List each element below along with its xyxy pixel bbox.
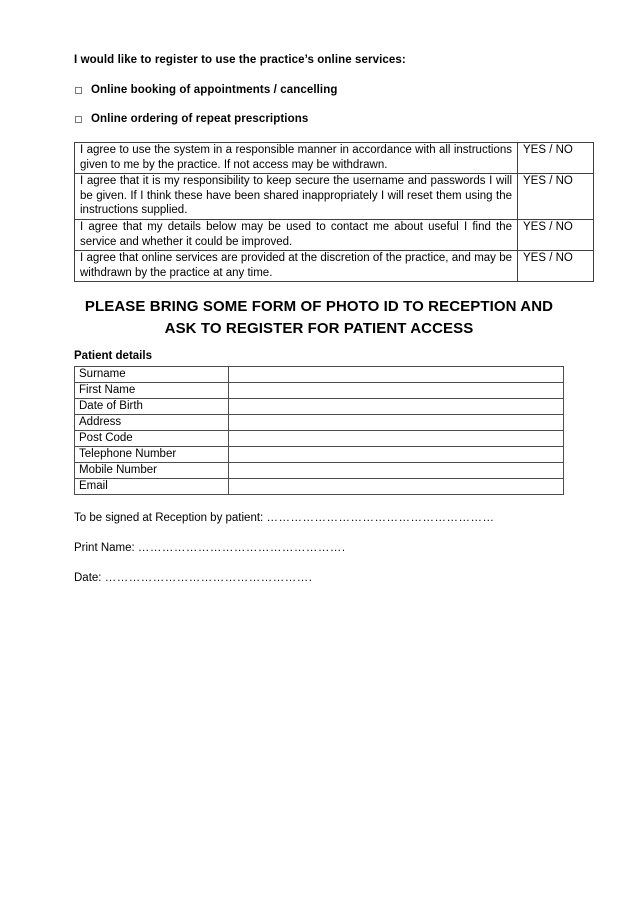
repeat-prescriptions-option: [74, 113, 592, 126]
table-row: [75, 463, 564, 479]
online-booking-checkbox[interactable]: [75, 87, 82, 94]
agreements-table: [74, 142, 594, 282]
online-booking-label: Online booking of appointments / cancelling: [91, 84, 338, 96]
repeat-prescriptions-checkbox[interactable]: [75, 116, 82, 123]
table-row: [75, 479, 564, 495]
photo-id-notice-line1: PLEASE BRING SOME FORM OF PHOTO ID TO RECEPTION AND: [84, 298, 554, 316]
print-name-field[interactable]: …………………………………………….: [137, 542, 346, 555]
mobile-number-field[interactable]: [229, 463, 564, 479]
first-name-field[interactable]: [229, 383, 564, 399]
telephone-number-field[interactable]: [229, 447, 564, 463]
date-line: [74, 572, 592, 585]
post-code-label: Post Code: [75, 431, 229, 447]
agreement-statement: I agree that my details below may be used to contact me about useful I find the service and whether it could be improved.: [75, 219, 518, 250]
address-label: Address: [75, 415, 229, 431]
photo-id-notice-line2: ASK TO REGISTER FOR PATIENT ACCESS: [164, 320, 474, 338]
table-row: [75, 251, 594, 282]
table-row: [75, 399, 564, 415]
date-of-birth-field[interactable]: [229, 399, 564, 415]
patient-details-table: [74, 366, 564, 495]
agreement-statement: I agree that it is my responsibility to keep secure the username and passwords I will be given. If I think these have been shared inappropriately I will reset them using the instructions supplied.: [75, 174, 518, 220]
agreement-statement: I agree that online services are provided at the discretion of the practice, and may be withdrawn by the practice at any time.: [75, 251, 518, 282]
print-name-label: Print Name:: [74, 542, 138, 555]
agreement-statement: I agree to use the system in a responsible manner in accordance with all instructions given to me by the practice. If not access may be withdrawn.: [75, 143, 518, 174]
agreement-yes-no[interactable]: YES / NO: [518, 143, 594, 174]
address-field[interactable]: [229, 415, 564, 431]
patient-details-heading: Patient details: [74, 350, 152, 363]
date-of-birth-label: Date of Birth: [75, 399, 229, 415]
repeat-prescriptions-label: Online ordering of repeat prescriptions: [91, 113, 309, 125]
photo-id-notice: [74, 296, 564, 340]
post-code-field[interactable]: [229, 431, 564, 447]
agreement-yes-no[interactable]: YES / NO: [518, 174, 594, 220]
online-booking-option: [74, 84, 592, 97]
telephone-number-label: Telephone Number: [75, 447, 229, 463]
date-label: Date:: [74, 572, 105, 585]
date-field[interactable]: …………………………………………….: [104, 572, 313, 585]
first-name-label: First Name: [75, 383, 229, 399]
email-label: Email: [75, 479, 229, 495]
mobile-number-label: Mobile Number: [75, 463, 229, 479]
email-field[interactable]: [229, 479, 564, 495]
surname-field[interactable]: [229, 367, 564, 383]
agreement-yes-no[interactable]: YES / NO: [518, 251, 594, 282]
surname-label: Surname: [75, 367, 229, 383]
table-row: [75, 415, 564, 431]
table-row: [75, 367, 564, 383]
table-row: [75, 447, 564, 463]
intro-heading: I would like to register to use the practice’s online services:: [74, 54, 406, 66]
patient-signature-label: To be signed at Reception by patient:: [74, 512, 267, 525]
table-row: [75, 174, 594, 220]
table-row: [75, 383, 564, 399]
table-row: [75, 143, 594, 174]
patient-signature-field[interactable]: …………………………………………………: [266, 512, 495, 525]
agreement-yes-no[interactable]: YES / NO: [518, 219, 594, 250]
print-name-line: [74, 542, 592, 555]
table-row: [75, 219, 594, 250]
table-row: [75, 431, 564, 447]
patient-signature-line: [74, 512, 592, 525]
